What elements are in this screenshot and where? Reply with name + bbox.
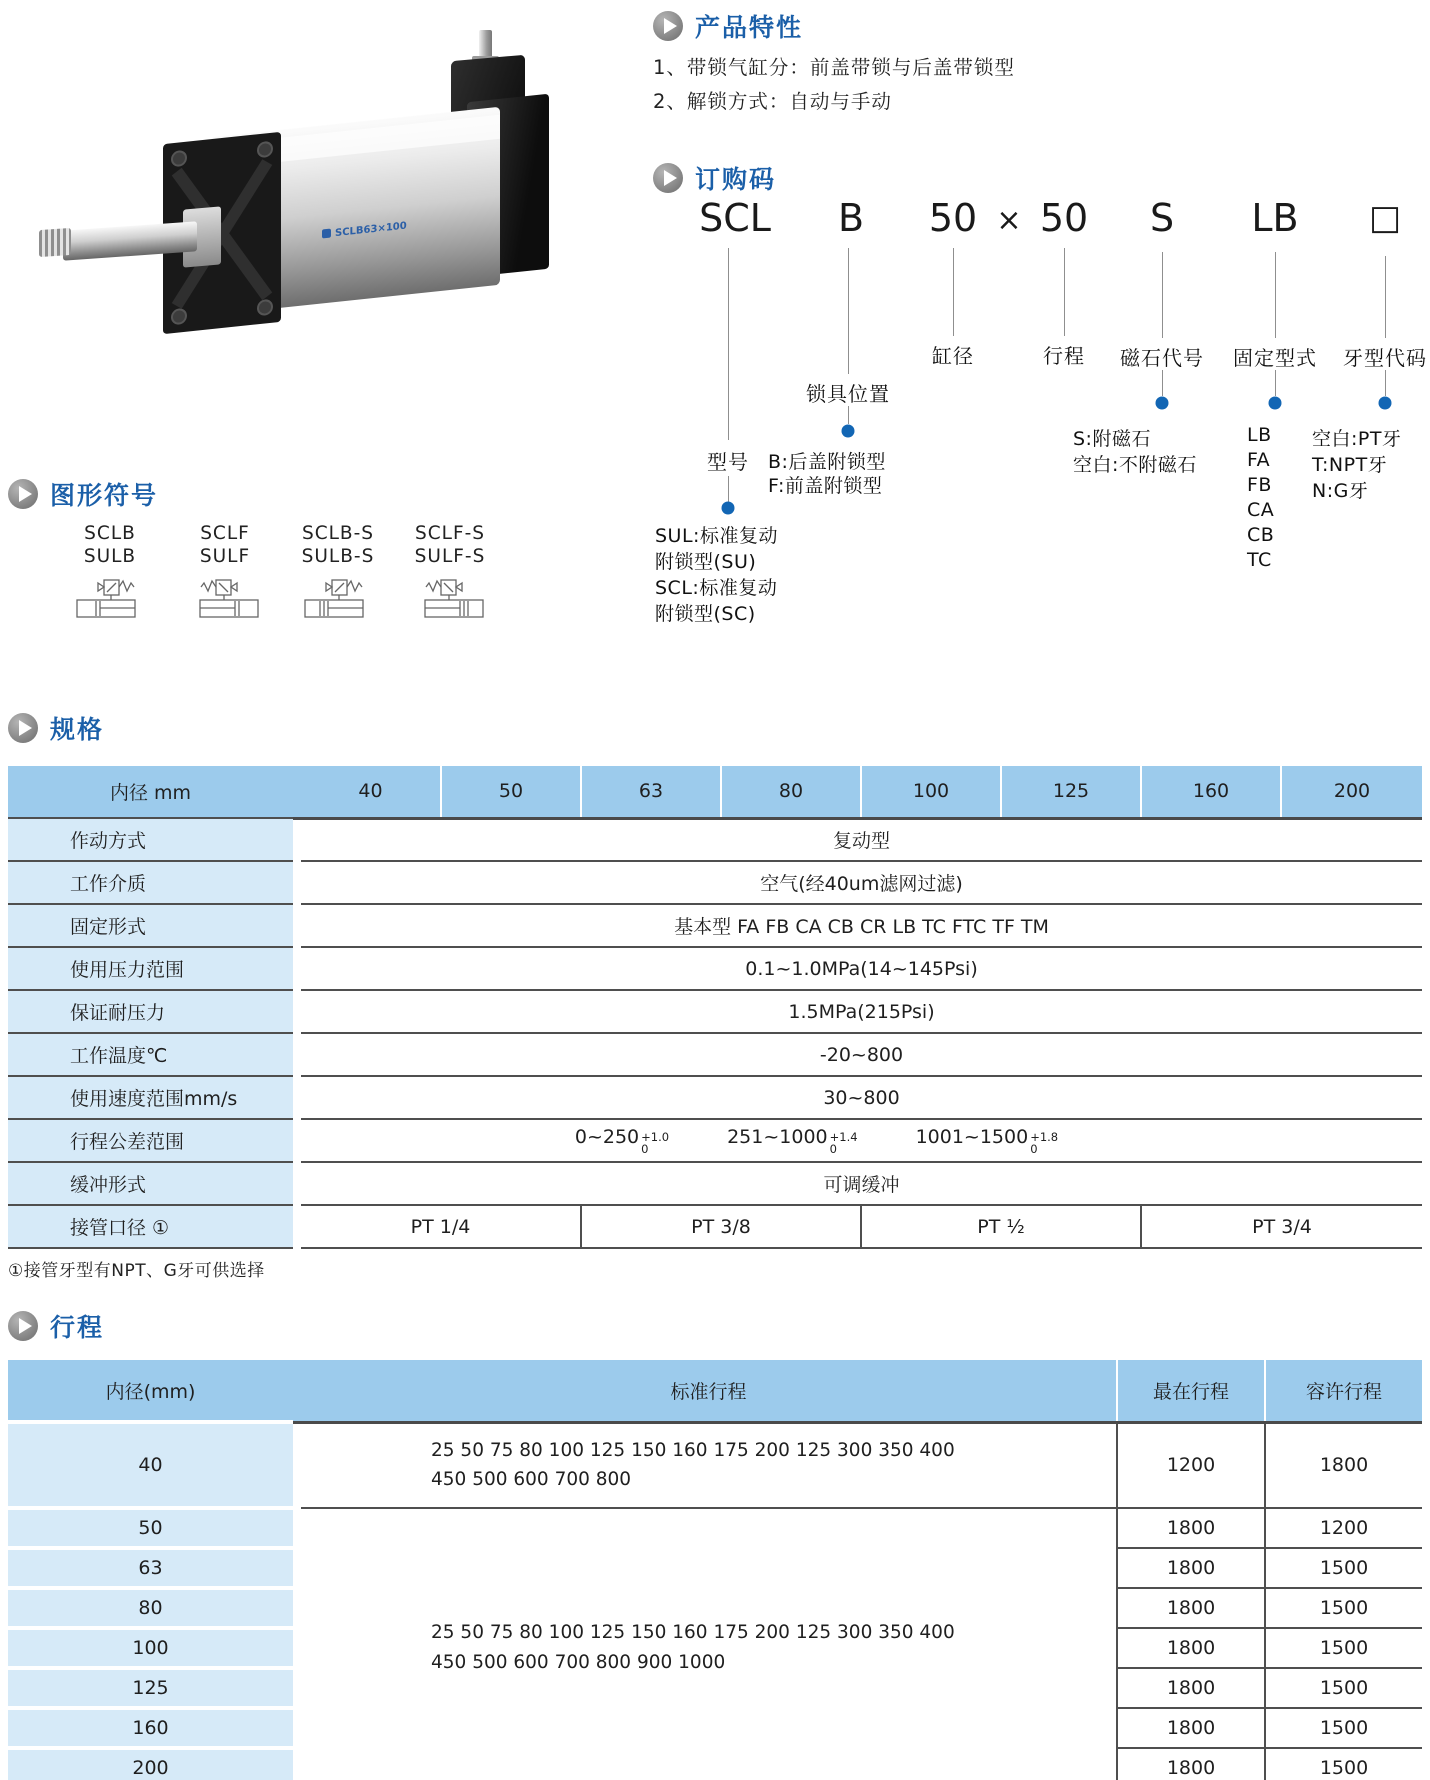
- section-features: [653, 8, 803, 44]
- series-option: SUL:标准复动: [655, 525, 778, 547]
- section-bullet-icon: [8, 713, 38, 743]
- order-code-label-magnet: 磁石代号: [1120, 346, 1204, 370]
- symbol-group-sclf-s: [385, 522, 515, 628]
- spec-row-label: 使用压力范围: [8, 947, 293, 990]
- symbol-group-sclb-s: [273, 522, 403, 628]
- stroke-max-value: 1800: [1117, 1628, 1265, 1668]
- symbol-label: SULB: [83, 546, 137, 567]
- stroke-table: [8, 1360, 1422, 1780]
- spec-row-label: 工作介质: [8, 861, 293, 904]
- spec-tolerance-values: [301, 1119, 1422, 1162]
- tolerance-item: 1001~1500 +1.8 0: [915, 1125, 1059, 1156]
- order-code-magnet: S: [1149, 196, 1175, 240]
- section-symbols: [8, 476, 158, 512]
- spec-footnote: ①接管牙型有NPT、G牙可供选择: [8, 1261, 265, 1281]
- option-dot: [1269, 397, 1282, 410]
- section-title-spec: 规格: [50, 715, 105, 744]
- stroke-max-value: 1800: [1117, 1588, 1265, 1628]
- stroke-allow-value: 1500: [1265, 1588, 1422, 1628]
- leader-line: [1275, 252, 1276, 338]
- section-stroke: [8, 1308, 104, 1344]
- spec-row-label: 固定形式: [8, 904, 293, 947]
- stroke-header: 最在行程: [1117, 1360, 1265, 1422]
- pneumatic-symbol-icon: [302, 574, 374, 624]
- spec-port-value: PT 3/8: [581, 1205, 861, 1248]
- tolerance-item: 0~250 +1.0 0: [574, 1125, 670, 1156]
- pneumatic-symbol-icon: [414, 574, 486, 624]
- symbol-label: SCLB-S: [301, 523, 375, 544]
- leader-line: [848, 248, 849, 374]
- leader-line: [728, 476, 729, 502]
- spec-port-value: PT ½: [861, 1205, 1141, 1248]
- order-code-lock-position: B: [837, 196, 865, 240]
- leader-line: [1162, 370, 1163, 396]
- stroke-allow-value: 1200: [1265, 1508, 1422, 1548]
- rod-thread-part: [39, 228, 71, 257]
- stroke-row-bore: 125: [8, 1668, 293, 1708]
- spec-row-value: 30~800: [301, 1076, 1422, 1119]
- mount-option: FA: [1247, 449, 1271, 471]
- option-dot: [722, 502, 735, 515]
- leader-line: [1385, 256, 1386, 338]
- order-code-label-stroke: 行程: [1043, 344, 1085, 368]
- stroke-max-value: 1800: [1117, 1748, 1265, 1780]
- spec-row-label: 工作温度℃: [8, 1033, 293, 1076]
- thread-option: 空白:PT牙: [1312, 428, 1402, 450]
- leader-line: [1162, 252, 1163, 338]
- mount-option: LB: [1247, 424, 1272, 446]
- symbol-label: SULF: [199, 546, 251, 567]
- stroke-row-bore: 200: [8, 1748, 293, 1780]
- spec-row-label: 作动方式: [8, 818, 293, 861]
- stroke-row-bore: 100: [8, 1628, 293, 1668]
- stroke-allow-value: 1500: [1265, 1628, 1422, 1668]
- spec-header-label: 内径 mm: [8, 766, 293, 818]
- stroke-allow-value: 1500: [1265, 1708, 1422, 1748]
- section-order-code: [653, 160, 776, 196]
- tie-rod-bolt: [257, 299, 273, 317]
- spec-header-bore: 80: [721, 766, 861, 818]
- lock-position-option: B:后盖附锁型: [768, 451, 886, 473]
- section-title-order-code: 订购码: [695, 165, 777, 194]
- stroke-row-bore: 50: [8, 1508, 293, 1548]
- spec-row-value: 复动型: [301, 818, 1422, 861]
- option-dot: [1156, 397, 1169, 410]
- order-code-series: SCL: [699, 196, 771, 240]
- pneumatic-symbol-icon: [189, 574, 261, 624]
- section-title-symbols: 图形符号: [50, 481, 159, 510]
- symbol-label: SULF-S: [414, 546, 486, 567]
- leader-line: [1064, 248, 1065, 336]
- stroke-max-value: 1800: [1117, 1548, 1265, 1588]
- spec-row-value: 0.1~1.0MPa(14~145Psi): [301, 947, 1422, 990]
- series-option: SCL:标准复动: [655, 577, 778, 599]
- spec-port-value: PT 1/4: [301, 1205, 581, 1248]
- table-gap: [293, 766, 301, 818]
- stroke-allow-value: 1500: [1265, 1548, 1422, 1588]
- option-dot: [1379, 397, 1392, 410]
- symbol-label: SULB-S: [301, 546, 375, 567]
- spec-header-bore: 100: [861, 766, 1001, 818]
- section-bullet-icon: [8, 479, 38, 509]
- symbol-label: SCLB: [84, 523, 136, 544]
- spec-table: [8, 766, 1422, 1249]
- stroke-allow-value: 1800: [1265, 1422, 1422, 1508]
- feature-item: 2、解锁方式：自动与手动: [653, 90, 892, 113]
- order-code-times-sign: ×: [996, 203, 1022, 238]
- stroke-row-bore: 40: [8, 1422, 293, 1508]
- stroke-max-value: 1800: [1117, 1668, 1265, 1708]
- lock-position-option: F:前盖附锁型: [768, 475, 883, 497]
- leader-line: [1275, 370, 1276, 396]
- section-title-stroke: 行程: [50, 1313, 105, 1342]
- spec-header-bore: 40: [301, 766, 441, 818]
- leader-line: [953, 248, 954, 336]
- spec-header-bore: 50: [441, 766, 581, 818]
- section-bullet-icon: [653, 11, 683, 41]
- section-bullet-icon: [8, 1311, 38, 1341]
- order-code-label-lock-position: 锁具位置: [806, 382, 890, 406]
- stroke-standard-values: 25 50 75 80 100 125 150 160 175 200 125 300 350 400 450 500 600 700 800: [301, 1422, 1117, 1508]
- mount-option: CB: [1247, 524, 1275, 546]
- series-option: 附锁型(SC): [655, 603, 756, 625]
- stroke-row-bore: 160: [8, 1708, 293, 1748]
- symbol-group-sclb: [45, 522, 175, 628]
- symbol-group-sclf: [160, 522, 290, 628]
- stroke-max-value: 1800: [1117, 1708, 1265, 1748]
- tie-rod-bolt: [257, 141, 273, 159]
- order-code-bore: 50: [928, 196, 978, 240]
- stroke-standard-values-merged: 25 50 75 80 100 125 150 160 175 200 125 300 350 400 450 500 600 700 800 900 1000: [301, 1508, 1117, 1780]
- table-gap: [293, 1360, 301, 1422]
- stroke-header: 标准行程: [301, 1360, 1117, 1422]
- product-photo: [15, 30, 590, 400]
- stroke-allow-value: 1500: [1265, 1668, 1422, 1708]
- feature-item: 1、带锁气缸分：前盖带锁与后盖带锁型: [653, 56, 1015, 79]
- spec-row-label: 接管口径 ①: [8, 1205, 293, 1248]
- stroke-allow-value: 1500: [1265, 1748, 1422, 1780]
- stroke-row-bore: 80: [8, 1588, 293, 1628]
- spec-row-value: 可调缓冲: [301, 1162, 1422, 1205]
- tie-rod-bolt: [171, 150, 187, 168]
- spec-header-bore: 160: [1141, 766, 1281, 818]
- spec-header-bore: 125: [1001, 766, 1141, 818]
- thread-option: N:G牙: [1312, 480, 1369, 502]
- magnet-option: 空白:不附磁石: [1073, 454, 1197, 476]
- stroke-max-value: 1800: [1117, 1508, 1265, 1548]
- order-code-stroke: 50: [1039, 196, 1089, 240]
- leader-line: [1385, 370, 1386, 396]
- leader-line: [848, 406, 849, 424]
- section-spec: [8, 710, 104, 746]
- spec-row-label: 行程公差范围: [8, 1119, 293, 1162]
- spec-row-label: 保证耐压力: [8, 990, 293, 1033]
- tie-rod-bolt: [171, 308, 187, 326]
- spec-row-value: 1.5MPa(215Psi): [301, 990, 1422, 1033]
- product-model-marking: SCLB63×100: [322, 221, 407, 241]
- section-bullet-icon: [653, 163, 683, 193]
- spec-row-value: -20~800: [301, 1033, 1422, 1076]
- mount-option: FB: [1247, 474, 1272, 496]
- section-title-features: 产品特性: [695, 13, 804, 42]
- order-code-thread-box: □: [1368, 198, 1402, 238]
- mount-option: CA: [1247, 499, 1275, 521]
- mount-option: TC: [1247, 549, 1272, 571]
- stroke-header: 内径(mm): [8, 1360, 293, 1422]
- order-code-label-thread: 牙型代码: [1343, 346, 1427, 370]
- spec-port-value: PT 3/4: [1141, 1205, 1422, 1248]
- spec-header-bore: 200: [1281, 766, 1422, 818]
- leader-line: [728, 248, 729, 440]
- symbol-label: SCLF-S: [414, 523, 486, 544]
- series-option: 附锁型(SU): [655, 551, 757, 573]
- order-code-mount: LB: [1251, 196, 1299, 240]
- thread-option: T:NPT牙: [1312, 454, 1388, 476]
- order-code-label-mount: 固定型式: [1233, 346, 1317, 370]
- magnet-option: S:附磁石: [1073, 428, 1151, 450]
- spec-row-label: 使用速度范围mm/s: [8, 1076, 293, 1119]
- order-code-label-series: 型号: [707, 450, 749, 474]
- tolerance-item: 251~1000 +1.4 0: [727, 1125, 858, 1156]
- stroke-max-value: 1200: [1117, 1422, 1265, 1508]
- order-code-label-bore: 缸径: [932, 344, 974, 368]
- stroke-header: 容许行程: [1265, 1360, 1422, 1422]
- spec-row-value: 空气(经40um滤网过滤): [301, 861, 1422, 904]
- spec-row-value: 基本型 FA FB CA CB CR LB TC FTC TF TM: [301, 904, 1422, 947]
- option-dot: [842, 425, 855, 438]
- symbol-label: SCLF: [200, 523, 250, 544]
- spec-header-bore: 63: [581, 766, 721, 818]
- spec-row-label: 缓冲形式: [8, 1162, 293, 1205]
- stroke-row-bore: 63: [8, 1548, 293, 1588]
- pneumatic-symbol-icon: [74, 574, 146, 624]
